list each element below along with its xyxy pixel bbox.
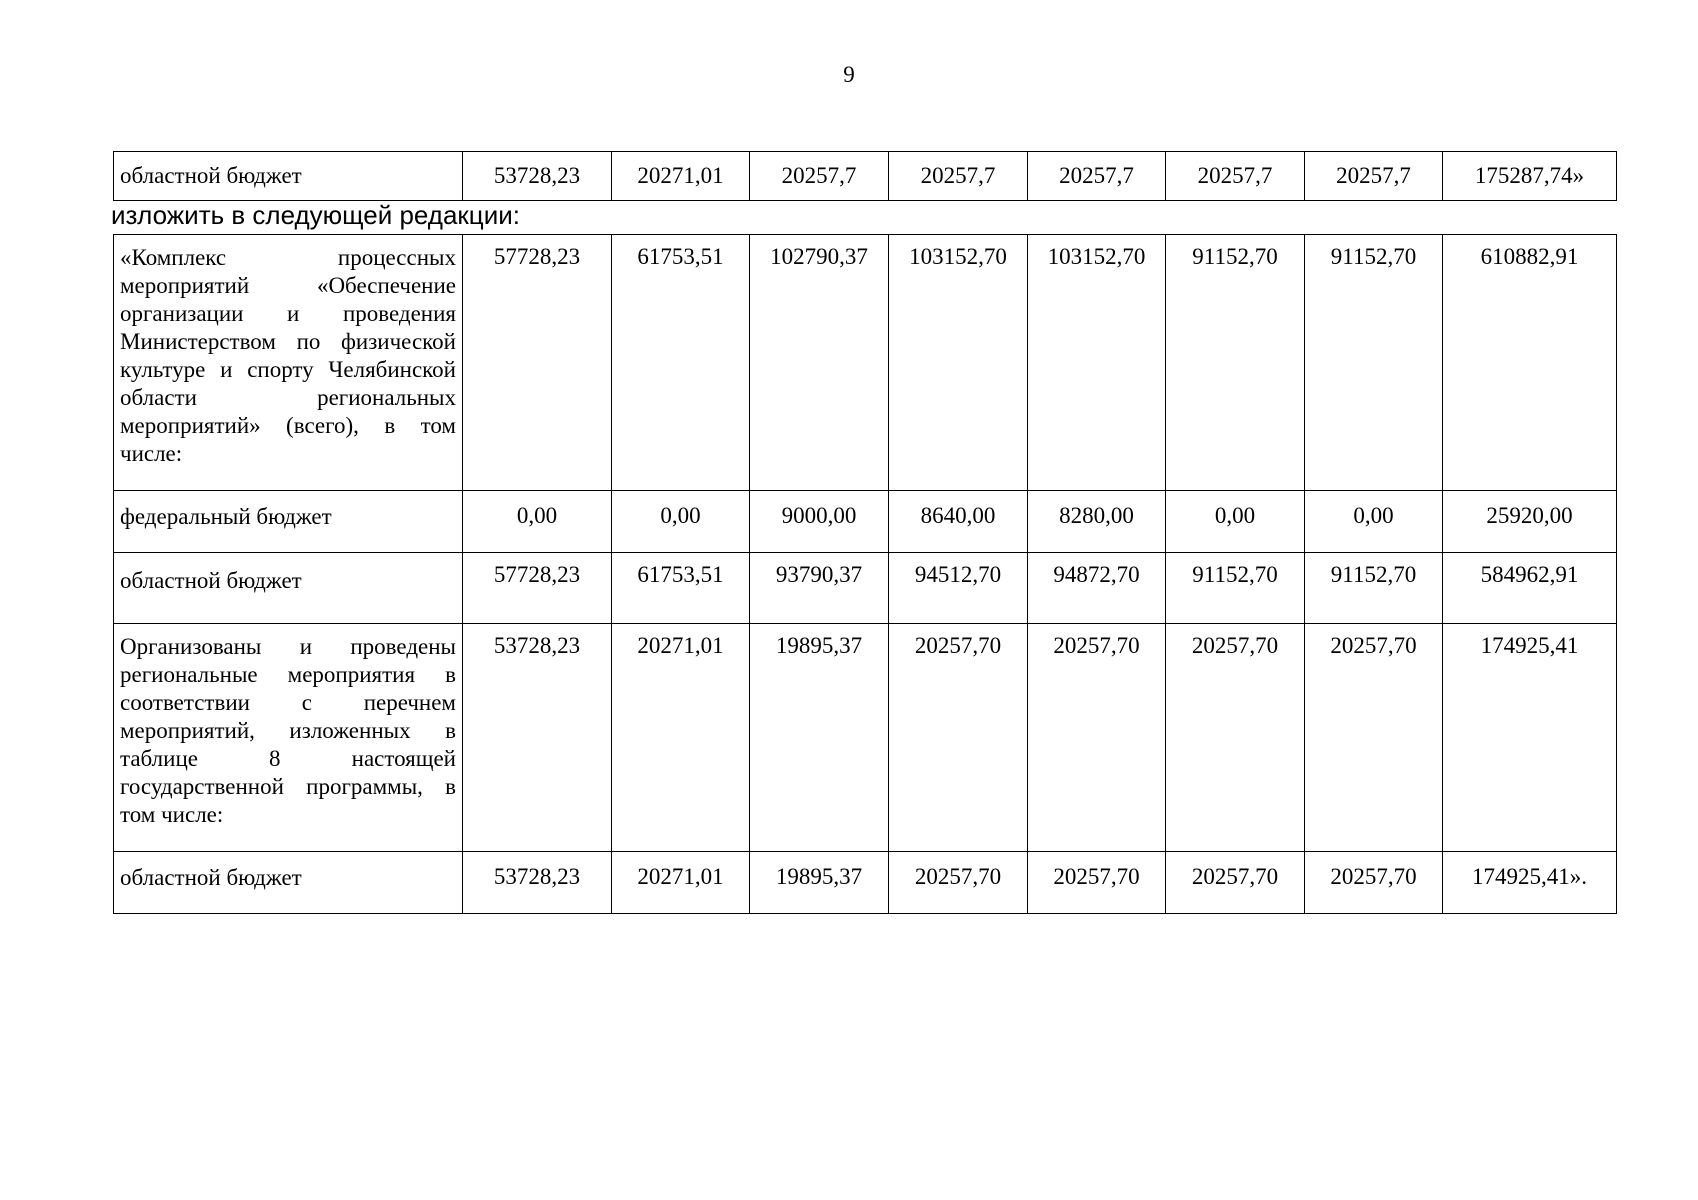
- cell-value: 57728,23: [463, 235, 612, 491]
- row-label: «Комплекс процессных мероприятий «Обеспечение организации и проведения Министерством по физической культуре и спорту Челябинской области региональных мероприятий» (всего), в том числе:: [114, 235, 463, 491]
- instruction-text: изложить в следующей редакции:: [111, 200, 520, 230]
- cell-value: 53728,23: [463, 624, 612, 852]
- cell-value: 174925,41: [1443, 624, 1617, 852]
- table-row: [114, 491, 1617, 553]
- row-label: Организованы и проведены региональные мероприятия в соответствии с перечнем мероприятий, изложенных в таблице 8 настоящей государственной программы, в том числе:: [114, 624, 463, 852]
- cell-value: 20257,7: [1166, 152, 1305, 201]
- cell-value: 20257,70: [1028, 624, 1166, 852]
- cell-value: 0,00: [1166, 491, 1305, 553]
- table-row: [114, 852, 1617, 914]
- cell-value: 20257,70: [1305, 852, 1443, 914]
- cell-value: 20257,70: [1166, 624, 1305, 852]
- cell-value: 103152,70: [1028, 235, 1166, 491]
- cell-value: 93790,37: [750, 553, 889, 624]
- cell-value: 19895,37: [750, 852, 889, 914]
- cell-value: 610882,91: [1443, 235, 1617, 491]
- cell-value: 20257,70: [1166, 852, 1305, 914]
- cell-value: 20257,7: [1305, 152, 1443, 201]
- cell-value: 53728,23: [463, 852, 612, 914]
- table-row: [114, 624, 1617, 852]
- table-row: [114, 235, 1617, 491]
- cell-value: 20257,70: [1305, 624, 1443, 852]
- row-label: областной бюджет: [114, 152, 463, 201]
- cell-value: 103152,70: [889, 235, 1028, 491]
- cell-value: 94512,70: [889, 553, 1028, 624]
- cell-value: 20271,01: [612, 152, 750, 201]
- budget-table: [113, 234, 1617, 914]
- cell-value: 584962,91: [1443, 553, 1617, 624]
- cell-value: 53728,23: [463, 152, 612, 201]
- cell-value: 61753,51: [612, 553, 750, 624]
- cell-value: 61753,51: [612, 235, 750, 491]
- cell-value: 0,00: [1305, 491, 1443, 553]
- cell-value: 8280,00: [1028, 491, 1166, 553]
- cell-value: 91152,70: [1166, 235, 1305, 491]
- cell-value: 91152,70: [1166, 553, 1305, 624]
- row-label: федеральный бюджет: [114, 491, 463, 553]
- table-row: [114, 152, 1617, 201]
- cell-value: 8640,00: [889, 491, 1028, 553]
- cell-value: 91152,70: [1305, 235, 1443, 491]
- cell-value: 20257,70: [1028, 852, 1166, 914]
- cell-value: 20257,7: [750, 152, 889, 201]
- cell-value: 102790,37: [750, 235, 889, 491]
- previous-table-fragment: [113, 151, 1617, 201]
- page-number: 9: [843, 62, 855, 87]
- cell-value: 0,00: [463, 491, 612, 553]
- row-label: областной бюджет: [114, 852, 463, 914]
- cell-value: 0,00: [612, 491, 750, 553]
- cell-value: 20257,7: [889, 152, 1028, 201]
- cell-value: 9000,00: [750, 491, 889, 553]
- row-label: областной бюджет: [114, 553, 463, 624]
- cell-value: 20257,70: [889, 624, 1028, 852]
- cell-value: 25920,00: [1443, 491, 1617, 553]
- cell-value: 19895,37: [750, 624, 889, 852]
- cell-value: 20257,7: [1028, 152, 1166, 201]
- cell-value: 174925,41».: [1443, 852, 1617, 914]
- cell-value: 175287,74»: [1443, 152, 1617, 201]
- cell-value: 94872,70: [1028, 553, 1166, 624]
- cell-value: 91152,70: [1305, 553, 1443, 624]
- cell-value: 20271,01: [612, 852, 750, 914]
- table-row: [114, 553, 1617, 624]
- cell-value: 20271,01: [612, 624, 750, 852]
- cell-value: 20257,70: [889, 852, 1028, 914]
- cell-value: 57728,23: [463, 553, 612, 624]
